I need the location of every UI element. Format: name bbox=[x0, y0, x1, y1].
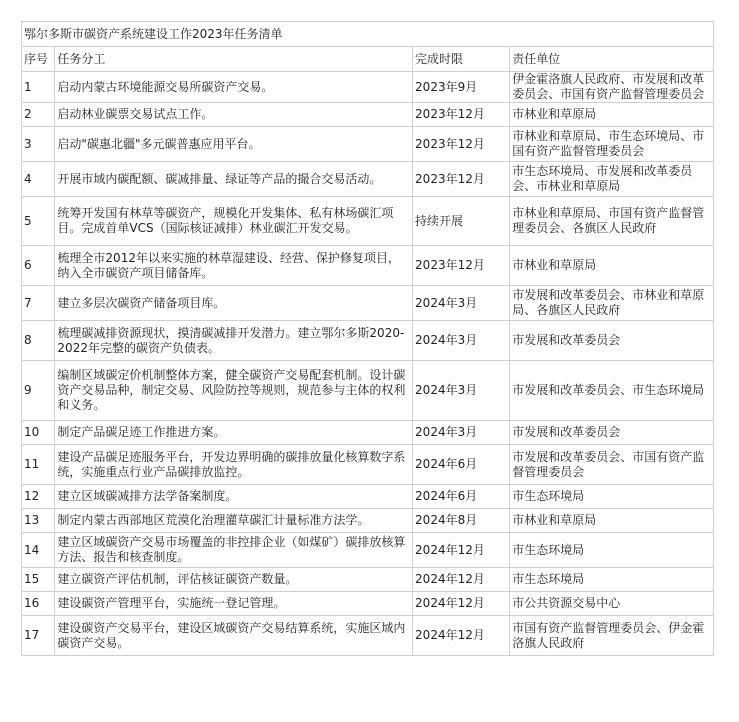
row-number: 4 bbox=[22, 162, 55, 197]
unit-cell: 市生态环境局、市发展和改革委员会、市林业和草原局 bbox=[510, 162, 714, 197]
task-cell: 建立多层次碳资产储备项目库。 bbox=[55, 286, 413, 321]
table-row bbox=[22, 286, 714, 321]
deadline-cell: 2024年12月 bbox=[413, 568, 510, 592]
table-title: 鄂尔多斯市碳资产系统建设工作2023年任务清单 bbox=[22, 22, 714, 47]
table-row bbox=[22, 509, 714, 533]
deadline-cell: 2023年12月 bbox=[413, 246, 510, 286]
unit-cell: 市发展和改革委员会、市林业和草原局、各旗区人民政府 bbox=[510, 286, 714, 321]
row-number: 1 bbox=[22, 72, 55, 103]
task-cell: 建设碳资产管理平台，实施统一登记管理。 bbox=[55, 592, 413, 616]
table-row bbox=[22, 162, 714, 197]
deadline-cell: 2024年3月 bbox=[413, 321, 510, 361]
task-cell: 制定产品碳足迹工作推进方案。 bbox=[55, 421, 413, 445]
unit-cell: 市生态环境局 bbox=[510, 568, 714, 592]
unit-cell: 市生态环境局 bbox=[510, 533, 714, 568]
unit-cell: 市公共资源交易中心 bbox=[510, 592, 714, 616]
unit-cell: 市林业和草原局、市国有资产监督管理委员会、各旗区人民政府 bbox=[510, 197, 714, 246]
header-deadline: 完成时限 bbox=[413, 47, 510, 72]
table-row bbox=[22, 72, 714, 103]
deadline-cell: 2024年12月 bbox=[413, 592, 510, 616]
task-cell: 制定内蒙古西部地区荒漠化治理灌草碳汇计量标准方法学。 bbox=[55, 509, 413, 533]
unit-cell: 市国有资产监督管理委员会、伊金霍洛旗人民政府 bbox=[510, 616, 714, 656]
deadline-cell: 2024年6月 bbox=[413, 485, 510, 509]
deadline-cell: 2023年12月 bbox=[413, 162, 510, 197]
header-no: 序号 bbox=[22, 47, 55, 72]
deadline-cell: 持续开展 bbox=[413, 197, 510, 246]
table-row bbox=[22, 103, 714, 127]
unit-cell: 市发展和改革委员会、市国有资产监督管理委员会 bbox=[510, 445, 714, 485]
deadline-cell: 2023年12月 bbox=[413, 127, 510, 162]
unit-cell: 市林业和草原局 bbox=[510, 103, 714, 127]
task-cell: 启动内蒙古环境能源交易所碳资产交易。 bbox=[55, 72, 413, 103]
unit-cell: 市发展和改革委员会、市生态环境局 bbox=[510, 361, 714, 421]
unit-cell: 市生态环境局 bbox=[510, 485, 714, 509]
task-cell: 建立碳资产评估机制，评估核证碳资产数量。 bbox=[55, 568, 413, 592]
deadline-cell: 2024年12月 bbox=[413, 616, 510, 656]
row-number: 7 bbox=[22, 286, 55, 321]
row-number: 10 bbox=[22, 421, 55, 445]
deadline-cell: 2023年12月 bbox=[413, 103, 510, 127]
table-row bbox=[22, 616, 714, 656]
deadline-cell: 2024年3月 bbox=[413, 286, 510, 321]
table-row bbox=[22, 485, 714, 509]
unit-cell: 市林业和草原局、市生态环境局、市国有资产监督管理委员会 bbox=[510, 127, 714, 162]
deadline-cell: 2024年6月 bbox=[413, 445, 510, 485]
row-number: 16 bbox=[22, 592, 55, 616]
table-row bbox=[22, 445, 714, 485]
row-number: 6 bbox=[22, 246, 55, 286]
header-task: 任务分工 bbox=[55, 47, 413, 72]
row-number: 3 bbox=[22, 127, 55, 162]
unit-cell: 市林业和草原局 bbox=[510, 246, 714, 286]
table-row bbox=[22, 421, 714, 445]
task-cell: 编制区域碳定价机制整体方案，健全碳资产交易配套机制。设计碳资产交易品种，制定交易、风险防控等规则，规范参与主体的权利和义务。 bbox=[55, 361, 413, 421]
table-row bbox=[22, 197, 714, 246]
deadline-cell: 2024年12月 bbox=[413, 533, 510, 568]
table-row bbox=[22, 361, 714, 421]
row-number: 8 bbox=[22, 321, 55, 361]
task-cell: 建立区域碳资产交易市场覆盖的非控排企业（如煤矿）碳排放核算方法、报告和核查制度。 bbox=[55, 533, 413, 568]
task-table bbox=[21, 21, 714, 656]
row-number: 17 bbox=[22, 616, 55, 656]
task-cell: 建立区域碳减排方法学备案制度。 bbox=[55, 485, 413, 509]
task-cell: 梳理碳减排资源现状，摸清碳减排开发潜力。建立鄂尔多斯2020-2022年完整的碳资产负债表。 bbox=[55, 321, 413, 361]
row-number: 2 bbox=[22, 103, 55, 127]
task-cell: 建设产品碳足迹服务平台，开发边界明确的碳排放量化核算数字系统，实施重点行业产品碳排放监控。 bbox=[55, 445, 413, 485]
task-table-body bbox=[22, 22, 714, 656]
header-unit: 责任单位 bbox=[510, 47, 714, 72]
table-row bbox=[22, 246, 714, 286]
task-cell: 启动"碳惠北疆"多元碳普惠应用平台。 bbox=[55, 127, 413, 162]
table-row bbox=[22, 127, 714, 162]
deadline-cell: 2024年3月 bbox=[413, 361, 510, 421]
unit-cell: 市林业和草原局 bbox=[510, 509, 714, 533]
table-row bbox=[22, 533, 714, 568]
deadline-cell: 2024年3月 bbox=[413, 421, 510, 445]
task-cell: 统筹开发国有林草等碳资产，规模化开发集体、私有林场碳汇项目。完成首单VCS（国际核证减排）林业碳汇开发交易。 bbox=[55, 197, 413, 246]
table-header-row bbox=[22, 47, 714, 72]
row-number: 12 bbox=[22, 485, 55, 509]
table-row bbox=[22, 592, 714, 616]
task-cell: 建设碳资产交易平台，建设区域碳资产交易结算系统，实施区域内碳资产交易。 bbox=[55, 616, 413, 656]
table-title-row bbox=[22, 22, 714, 47]
unit-cell: 市发展和改革委员会 bbox=[510, 321, 714, 361]
table-row bbox=[22, 321, 714, 361]
unit-cell: 伊金霍洛旗人民政府、市发展和改革委员会、市国有资产监督管理委员会 bbox=[510, 72, 714, 103]
table-row bbox=[22, 568, 714, 592]
task-cell: 启动林业碳票交易试点工作。 bbox=[55, 103, 413, 127]
deadline-cell: 2023年9月 bbox=[413, 72, 510, 103]
row-number: 9 bbox=[22, 361, 55, 421]
task-cell: 开展市域内碳配额、碳减排量、绿证等产品的撮合交易活动。 bbox=[55, 162, 413, 197]
task-cell: 梳理全市2012年以来实施的林草湿建设、经营、保护修复项目，纳入全市碳资产项目储备库。 bbox=[55, 246, 413, 286]
row-number: 13 bbox=[22, 509, 55, 533]
row-number: 14 bbox=[22, 533, 55, 568]
row-number: 11 bbox=[22, 445, 55, 485]
deadline-cell: 2024年8月 bbox=[413, 509, 510, 533]
unit-cell: 市发展和改革委员会 bbox=[510, 421, 714, 445]
row-number: 5 bbox=[22, 197, 55, 246]
row-number: 15 bbox=[22, 568, 55, 592]
